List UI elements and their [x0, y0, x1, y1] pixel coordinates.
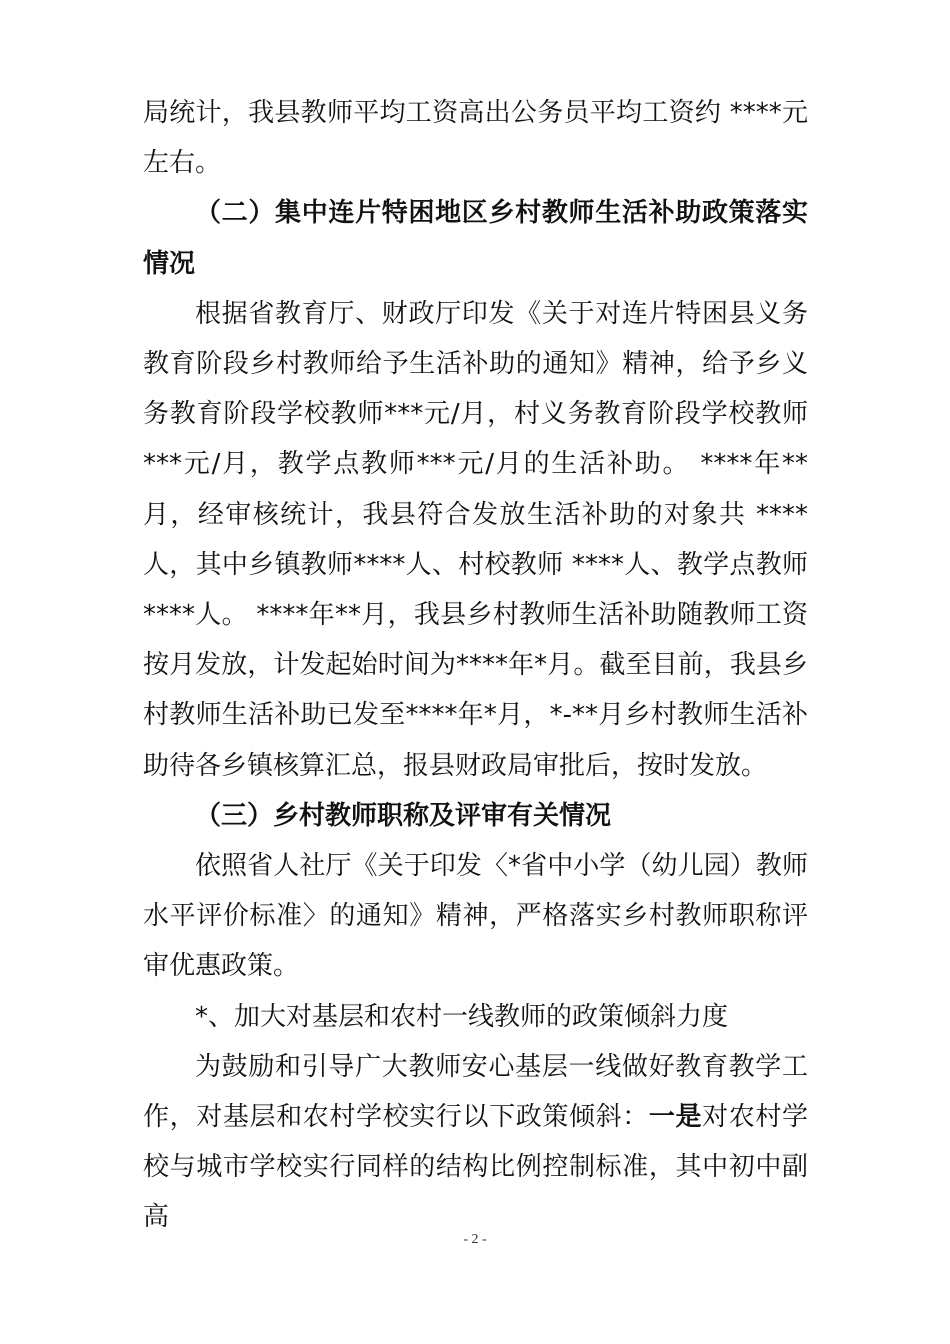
paragraph-salary-stat: 局统计，我县教师平均工资高出公务员平均工资约 ****元左右。: [143, 98, 808, 179]
paragraph-policy-tilt: [143, 1042, 808, 1243]
paragraph-title-evaluation: 依照省人社厅《关于印发〈*省中小学（幼儿园）教师水平评价标准〉的通知》精神，严格落实乡村教师职称评审优惠政策。: [143, 851, 808, 982]
policy-tilt-first-item: 对农村学校与城市学校实行同样的结构比例控制标准，其中初中副高: [143, 1102, 808, 1233]
section-heading-two: （二）集中连片特困地区乡村教师生活补助政策落实情况: [143, 198, 808, 279]
policy-tilt-first-marker: 一是: [648, 1102, 703, 1133]
policy-tilt-intro: 为鼓励和引导广大教师安心基层一线做好教育教学工作，对基层和农村学校实行以下政策倾斜：: [143, 1051, 808, 1133]
paragraph-policy-heading: *、加大对基层和农村一线教师的政策倾斜力度: [195, 1001, 729, 1032]
paragraph-living-subsidy: 根据省教育厅、财政厅印发《关于对连片特困县义务教育阶段乡村教师给予生活补助的通知》精神，给予乡义务教育阶段学校教师***元/月，村义务教育阶段学校教师 ***元/月，教学点教师***元/月的生活补助。 ****年**月，经审核统计，我县符合发放生活补助的对象共 ****人，其中乡镇教师****人、村校教师 ****人、教学点教师 ****人。 ****年**月，我县乡村教师生活补助随教师工资按月发放，计发起始时间为****年*月。截至目前，我县乡村教师生活补助已发至****年*月，*-**月乡村教师生活补助待各乡镇核算汇总，报县财政局审批后，按时发放。: [143, 298, 808, 781]
section-heading-three: （三）乡村教师职称及评审有关情况: [195, 800, 612, 831]
page-number: - 2 -: [463, 1232, 487, 1247]
document-body: [143, 88, 808, 1243]
